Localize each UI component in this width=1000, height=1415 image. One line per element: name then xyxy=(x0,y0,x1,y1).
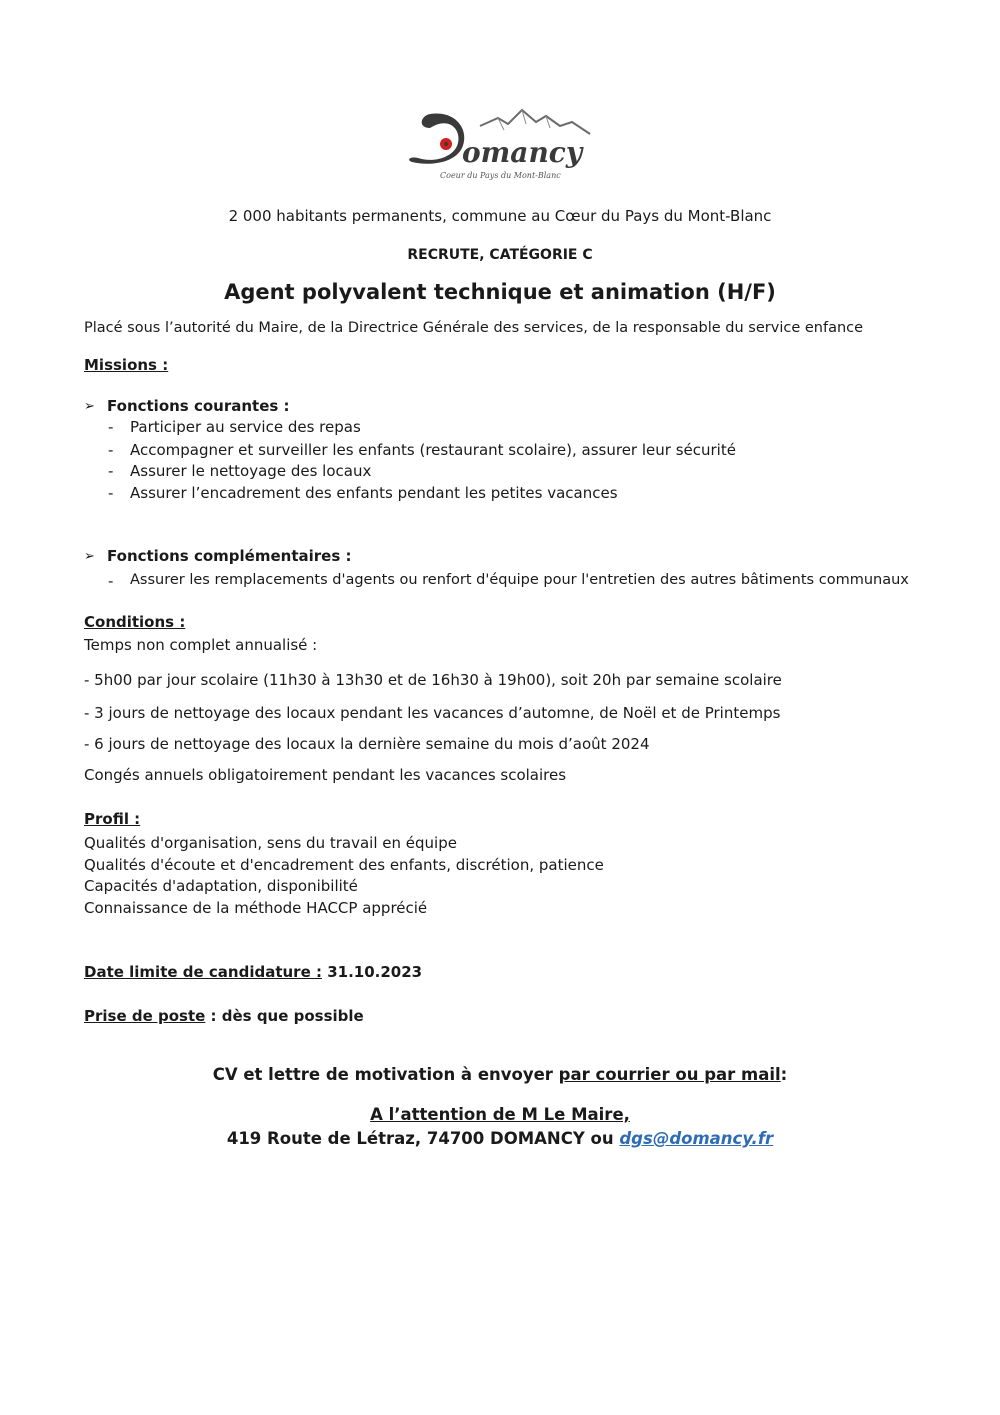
list-item: Accompagner et surveiller les enfants (restaurant scolaire), assurer leur sécurité xyxy=(130,441,736,459)
profile-item: Qualités d'écoute et d'encadrement des enfants, discrétion, patience xyxy=(84,856,604,874)
dash-bullet-icon: - xyxy=(108,441,114,459)
profile-item: Qualités d'organisation, sens du travail en équipe xyxy=(84,834,457,852)
dash-bullet-icon: - xyxy=(108,418,114,436)
missions-heading: Missions : xyxy=(84,356,169,374)
authority-line: Placé sous l’autorité du Maire, de la Directrice Générale des services, de la responsable du service enfance xyxy=(84,320,864,336)
conditions-intro: Temps non complet annualisé : xyxy=(84,636,318,654)
application-underlined: par courrier ou par mail xyxy=(558,1065,781,1084)
logo-wordmark: omancy xyxy=(462,136,583,169)
attention-line: A l’attention de M Le Maire, xyxy=(370,1105,630,1124)
domancy-logo xyxy=(400,104,610,184)
start-label: Prise de poste xyxy=(84,1007,206,1025)
deadline-value: 31.10.2023 xyxy=(327,963,423,981)
current-functions-title: Fonctions courantes : xyxy=(107,397,290,415)
application-prefix: CV et lettre de motivation à envoyer xyxy=(212,1065,559,1084)
address-text: 419 Route de Létraz, 74700 DOMANCY ou xyxy=(226,1129,620,1148)
application-line xyxy=(0,1065,1000,1084)
recruits-line: RECRUTE, CATÉGORIE C xyxy=(407,247,593,263)
leave-line: Congés annuels obligatoirement pendant les vacances scolaires xyxy=(84,766,567,784)
svg-text:Coeur du Pays du Mont-Blanc: Coeur du Pays du Mont-Blanc xyxy=(440,171,561,180)
address-line xyxy=(0,1129,1000,1148)
deadline-label: Date limite de candidature : xyxy=(84,963,322,981)
job-title: Agent polyvalent technique et animation (H/F) xyxy=(224,280,776,304)
deadline-line xyxy=(84,963,422,981)
profile-item: Capacités d'adaptation, disponibilité xyxy=(84,877,358,895)
logo-graphic xyxy=(400,104,610,184)
email-link[interactable]: dgs@domancy.fr xyxy=(619,1129,774,1148)
list-item: Assurer les remplacements d'agents ou renfort d'équipe pour l'entretien des autres bâtiments communaux xyxy=(130,572,909,588)
condition-item: - 5h00 par jour scolaire (11h30 à 13h30 et de 16h30 à 19h00), soit 20h par semaine scolaire xyxy=(84,671,782,689)
condition-item: - 6 jours de nettoyage des locaux la dernière semaine du mois d’août 2024 xyxy=(84,735,650,753)
complementary-functions-title: Fonctions complémentaires : xyxy=(107,547,352,565)
dash-bullet-icon: - xyxy=(108,462,114,480)
arrow-bullet-icon: ➢ xyxy=(84,549,95,564)
dash-bullet-icon: - xyxy=(108,484,114,502)
list-item: Assurer l’encadrement des enfants pendant les petites vacances xyxy=(130,484,618,502)
condition-item: - 3 jours de nettoyage des locaux pendant les vacances d’automne, de Noël et de Printemps xyxy=(84,704,781,722)
dash-bullet-icon: - xyxy=(108,572,114,590)
list-item: Assurer le nettoyage des locaux xyxy=(130,462,372,480)
intro-line: 2 000 habitants permanents, commune au Cœur du Pays du Mont-Blanc xyxy=(228,207,772,225)
application-suffix: : xyxy=(780,1065,788,1084)
profile-item: Connaissance de la méthode HACCP apprécié xyxy=(84,899,428,917)
list-item: Participer au service des repas xyxy=(130,418,361,436)
start-line xyxy=(84,1007,364,1025)
conditions-heading: Conditions : xyxy=(84,613,186,631)
start-value: : dès que possible xyxy=(205,1007,364,1025)
profile-heading: Profil : xyxy=(84,810,141,828)
arrow-bullet-icon: ➢ xyxy=(84,399,95,414)
